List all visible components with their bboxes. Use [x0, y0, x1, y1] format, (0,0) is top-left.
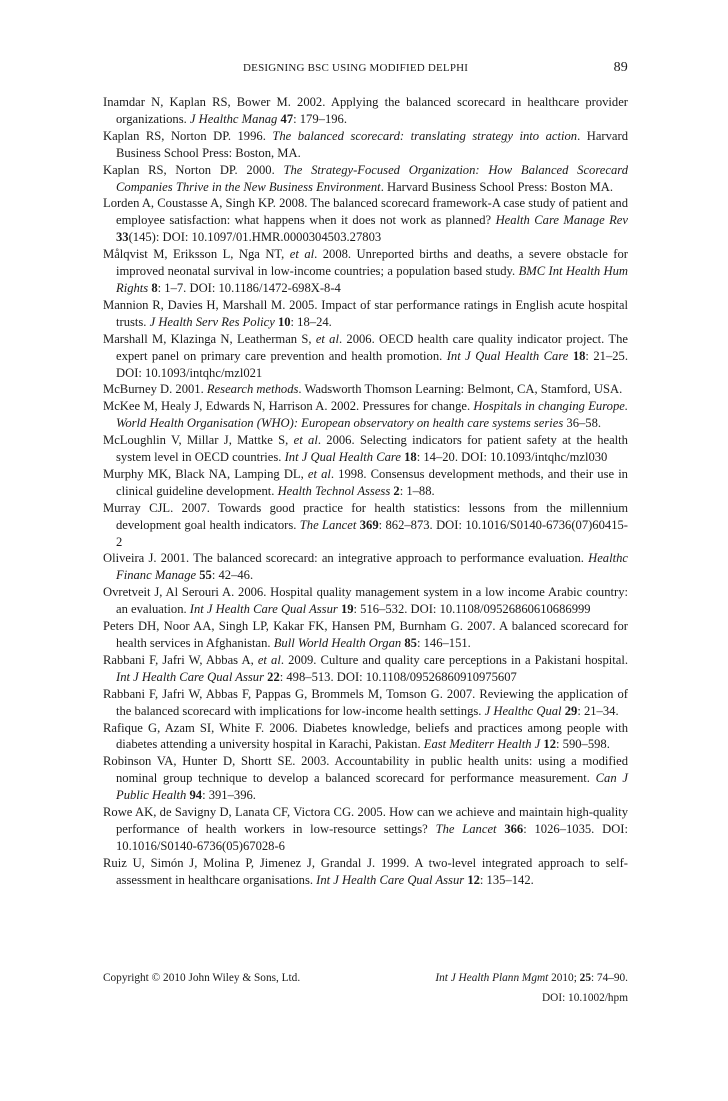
- italic-text: et al: [257, 652, 281, 667]
- reference-text: : 590–598.: [556, 737, 610, 752]
- volume-number: 19: [340, 602, 354, 617]
- reference-text: : 135–142.: [479, 872, 534, 887]
- volume-number: 366: [504, 821, 524, 836]
- reference-text: : 18–24.: [290, 314, 332, 329]
- reference-text: Målqvist M, Eriksson L, Nga NT,: [103, 247, 290, 262]
- reference-text: McLoughlin V, Millar J, Mattke S,: [103, 433, 294, 448]
- page-number: 89: [613, 60, 628, 75]
- reference-list: [103, 94, 628, 889]
- italic-text: Int J Qual Health Care: [284, 450, 401, 465]
- italic-text: The Lancet: [435, 821, 497, 836]
- italic-text: The Strategy-Focused Organization: How Balanced Scorecard Companies Thrive in the New Business Environment: [116, 162, 628, 194]
- reference-text: Mannion R, Davies H, Marshall M. 2005. Impact of star performance ratings in English acute hospital trusts.: [103, 297, 628, 329]
- volume-number: 29: [564, 703, 578, 718]
- volume-number: 10: [277, 314, 291, 329]
- reference-entry: [103, 297, 628, 331]
- reference-text: : 1026–1035. DOI: 10.1016/S0140-6736(05)67028-6: [116, 821, 628, 853]
- reference-text: McKee M, Healy J, Edwards N, Harrison A. 2002. Pressures for change.: [103, 399, 474, 414]
- reference-entry: [103, 128, 628, 162]
- reference-text: : 862–873. DOI: 10.1016/S0140-6736(07)60415-2: [116, 517, 628, 549]
- reference-text: : 1–7. DOI: 10.1186/1472-698X-8-4: [157, 280, 341, 295]
- italic-text: East Mediterr Health J: [423, 737, 541, 752]
- reference-entry: [103, 550, 628, 584]
- reference-text: Lorden A, Coustasse A, Singh KP. 2008. The balanced scorecard framework-A case study of patient and employee satisfaction: what happens when it does not work as planned?: [103, 196, 628, 228]
- reference-entry: [103, 686, 628, 720]
- reference-entry: [103, 195, 628, 246]
- reference-text: . 2009. Culture and quality care perceptions in a Pakistani hospital.: [280, 652, 628, 667]
- reference-entry: [103, 94, 628, 128]
- reference-text: : 74–90.: [590, 972, 628, 984]
- italic-text: Hospitals in changing Europe. World Health Organisation (WHO): European observatory on health care systems series: [116, 399, 628, 431]
- reference-text: : 391–396.: [202, 788, 256, 803]
- volume-number: 8: [151, 280, 158, 295]
- reference-text: : 14–20. DOI: 10.1093/intqhc/mzl030: [416, 450, 608, 465]
- reference-text: . Wadsworth Thomson Learning: Belmont, CA, Stamford, USA.: [298, 382, 623, 397]
- italic-text: Healthc Financ Manage: [116, 551, 628, 583]
- reference-text: : 21–34.: [577, 703, 619, 718]
- italic-text: Int J Health Plann Mgmt: [435, 972, 549, 984]
- reference-text: McBurney D. 2001.: [103, 382, 207, 397]
- reference-entry: [103, 652, 628, 686]
- reference-text: : 179–196.: [293, 111, 347, 126]
- italic-text: et al: [289, 247, 315, 262]
- italic-text: Can J Public Health: [116, 771, 628, 803]
- italic-text: Bull World Health Organ: [273, 636, 402, 650]
- reference-text: 36–58.: [563, 416, 602, 431]
- volume-number: 18: [404, 450, 417, 465]
- reference-entry: [103, 162, 628, 196]
- reference-text: Ruiz U, Simón J, Molina P, Jimenez J, Grandal J. 1999. A two-level integrated approach to self-assessment in healthcare organisations.: [103, 855, 628, 887]
- reference-text: . 1998. Consensus development methods, and their use in clinical guideline development.: [116, 466, 628, 498]
- reference-text: Rafique G, Azam SI, White F. 2006. Diabetes knowledge, beliefs and practices among people with diabetes attending a university hospital in Karachi, Pakistan.: [103, 720, 628, 752]
- reference-entry: [103, 720, 628, 754]
- reference-text: Kaplan RS, Norton DP. 2000.: [103, 162, 284, 177]
- reference-text: . 2008. Unreported births and deaths, a severe obstacle for improved neonatal survival in low-income countries; a population based study.: [116, 247, 628, 279]
- reference-text: Kaplan RS, Norton DP. 1996.: [103, 128, 273, 143]
- reference-entry: [103, 753, 628, 804]
- article-doi: DOI: 10.1002/hpm: [542, 992, 628, 1004]
- italic-text: et al: [307, 466, 331, 481]
- reference-text: Oliveira J. 2001. The balanced scorecard: an integrative approach to performance evaluation.: [103, 551, 589, 566]
- reference-text: Marshall M, Klazinga N, Leatherman S,: [103, 331, 316, 346]
- reference-text: : 42–46.: [211, 568, 254, 583]
- volume-number: 94: [189, 788, 203, 803]
- reference-text: . Harvard Business School Press: Boston MA.: [380, 179, 613, 194]
- reference-text: Inamdar N, Kaplan RS, Bower M. 2002. Applying the balanced scorecard in healthcare provider organizations.: [103, 95, 628, 126]
- journal-citation: [435, 968, 628, 989]
- reference-entry: [103, 855, 628, 889]
- reference-text: Ovretveit J, Al Serouri A. 2006. Hospital quality management system in a low income Arabic country: an evaluation.: [103, 585, 628, 617]
- reference-text: : 1–88.: [399, 483, 435, 498]
- italic-text: et al: [315, 331, 339, 346]
- italic-text: J Healthc Qual: [484, 703, 562, 718]
- copyright-notice: Copyright © 2010 John Wiley & Sons, Ltd.: [103, 972, 301, 984]
- italic-text: Research methods: [206, 382, 299, 397]
- reference-entry: [103, 331, 628, 382]
- volume-number: 18: [572, 348, 586, 363]
- reference-text: Peters DH, Noor AA, Singh LP, Kakar FK, Hansen PM, Burnham G. 2007. A balanced scorecard for health services in Afghanistan.: [103, 619, 628, 650]
- reference-text: 2010;: [548, 972, 580, 984]
- reference-text: (145): DOI: 10.1097/01.HMR.0000304503.27803: [128, 230, 382, 245]
- volume-number: 22: [267, 669, 280, 684]
- italic-text: et al: [293, 433, 318, 448]
- reference-entry: [103, 584, 628, 618]
- italic-text: The Lancet: [299, 517, 357, 532]
- reference-text: Rabbani F, Jafri W, Abbas F, Pappas G, Brommels M, Tomson G. 2007. Reviewing the application of the balanced scorecard with implications for low-income health settings.: [103, 686, 628, 718]
- volume-number: 25: [579, 972, 591, 984]
- reference-text: . 2006. Selecting indicators for patient safety at the health system level in OECD countries.: [116, 433, 628, 465]
- reference-text: . 2006. OECD health care quality indicator project. The expert panel on primary care prevention and health promotion.: [116, 331, 628, 363]
- reference-entry: [103, 804, 628, 855]
- italic-text: J Healthc Manag: [189, 111, 278, 126]
- reference-text: Murphy MK, Black NA, Lamping DL,: [103, 466, 308, 481]
- volume-number: 12: [543, 737, 556, 752]
- reference-text: Rowe AK, de Savigny D, Lanata CF, Victora CG. 2005. How can we achieve and maintain high-quality performance of health workers in low-resource settings?: [103, 805, 628, 836]
- italic-text: Health Care Manage Rev: [495, 213, 628, 228]
- reference-text: : 21–25. DOI: 10.1093/intqhc/mzl021: [116, 348, 628, 380]
- reference-entry: [103, 398, 628, 432]
- volume-number: 55: [199, 568, 212, 583]
- volume-number: 33: [116, 230, 129, 245]
- italic-text: Health Technol Assess: [277, 483, 391, 498]
- reference-text: Rabbani F, Jafri W, Abbas A,: [103, 652, 258, 667]
- italic-text: J Health Serv Res Policy: [149, 314, 275, 329]
- reference-entry: [103, 246, 628, 297]
- volume-number: 2: [393, 483, 400, 498]
- reference-entry: [103, 381, 628, 398]
- italic-text: BMC Int Health Hum Rights: [116, 264, 629, 295]
- reference-text: : 146–151.: [416, 636, 471, 650]
- running-title: DESIGNING BSC USING MODIFIED DELPHI: [243, 62, 469, 74]
- reference-entry: [103, 500, 628, 551]
- reference-text: : 498–513. DOI: 10.1108/09526860910975607: [279, 669, 517, 684]
- volume-number: 47: [280, 111, 294, 126]
- italic-text: Int J Health Care Qual Assur: [189, 602, 338, 617]
- reference-text: Robinson VA, Hunter D, Shortt SE. 2003. Accountability in public health units: using a modified nominal group technique to develop a balanced scorecard for performance measurement.: [103, 754, 628, 786]
- italic-text: Int J Qual Health Care: [446, 348, 569, 363]
- italic-text: The balanced scorecard: translating strategy into action: [272, 128, 578, 143]
- reference-entry: [103, 466, 628, 500]
- reference-entry: [103, 432, 628, 466]
- italic-text: Int J Health Care Qual Assur: [116, 669, 264, 684]
- reference-text: Murray CJL. 2007. Towards good practice for health statistics: lessons from the millennium development goal health indicators.: [103, 500, 628, 532]
- reference-entry: [103, 618, 628, 652]
- volume-number: 369: [359, 517, 379, 532]
- volume-number: 85: [404, 636, 417, 650]
- reference-text: . Harvard Business School Press: Boston, MA.: [116, 128, 628, 160]
- reference-text: : 516–532. DOI: 10.1108/09526860610686999: [353, 602, 591, 617]
- volume-number: 12: [467, 872, 480, 887]
- italic-text: Int J Health Care Qual Assur: [316, 872, 465, 887]
